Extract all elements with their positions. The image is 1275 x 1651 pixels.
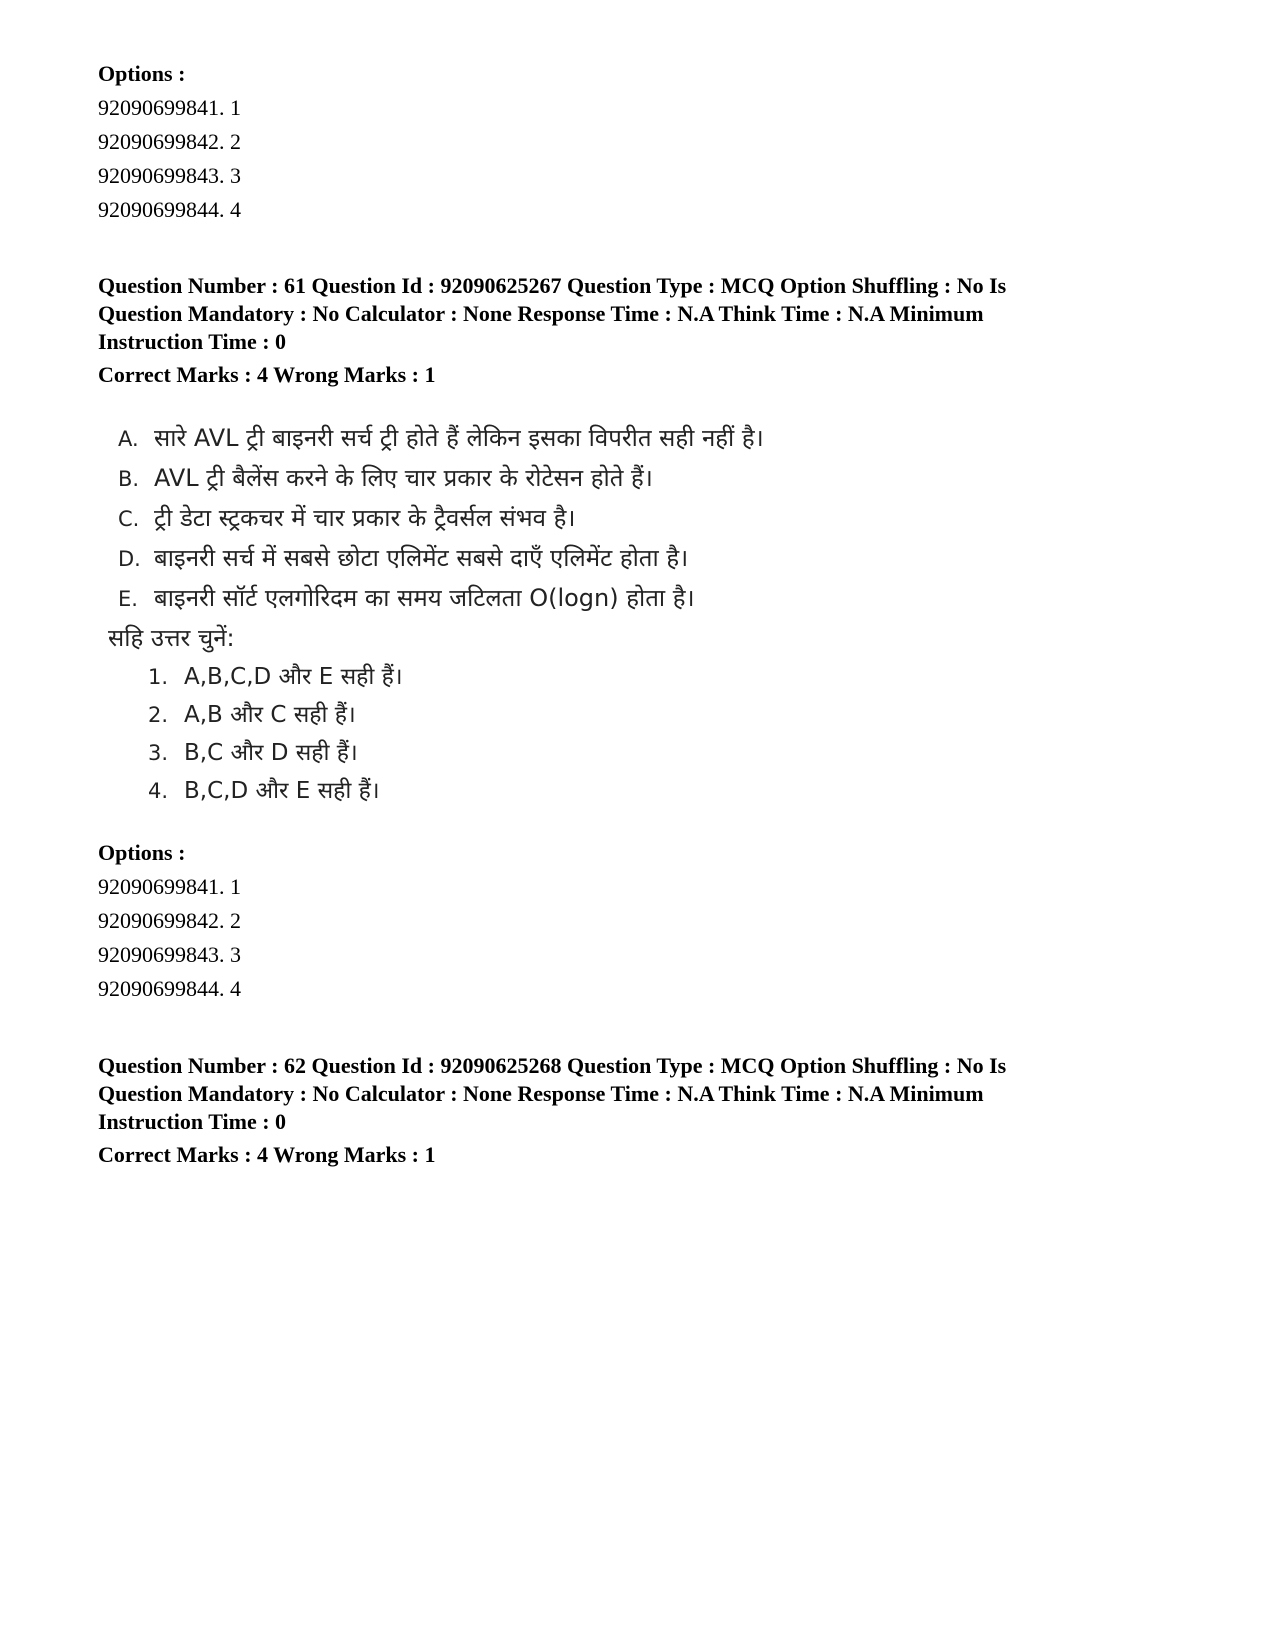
question-61-stem — [108, 418, 868, 810]
statement-label: D. — [118, 547, 141, 571]
statement-text: AVL ट्री बैलेंस करने के लिए चार प्रकार के रोटेसन होते हैं। — [154, 464, 653, 492]
options-heading: Options : — [98, 61, 186, 86]
answer-choice — [108, 696, 868, 734]
question-marks: Correct Marks : 4 Wrong Marks : 1 — [98, 362, 436, 387]
answer-choice — [108, 734, 868, 772]
question-61-options — [98, 836, 1178, 1006]
statement-label: E. — [118, 587, 138, 611]
choice-number: 1. — [148, 665, 169, 689]
question-meta-line: Question Number : 61 Question Id : 92090625267 Question Type : MCQ Option Shuffling : No Is — [98, 273, 1007, 298]
option-item: 92090699843. 3 — [98, 942, 241, 967]
option-item: 92090699844. 4 — [98, 976, 241, 1001]
question-61-header — [98, 272, 1178, 388]
option-item: 92090699841. 1 — [98, 95, 241, 120]
statement-label: A. — [118, 427, 139, 451]
choice-text: A,B,C,D और E सही हैं। — [184, 664, 403, 690]
question-meta-line: Instruction Time : 0 — [98, 1109, 287, 1134]
answer-choice — [108, 658, 868, 696]
statement-text: सारे AVL ट्री बाइनरी सर्च ट्री होते हैं लेकिन इसका विपरीत सही नहीं है। — [154, 424, 764, 452]
statement-label: C. — [118, 507, 140, 531]
option-item: 92090699843. 3 — [98, 163, 241, 188]
statement-c — [108, 498, 868, 538]
statement-text: बाइनरी सर्च में सबसे छोटा एलिमेंट सबसे दाएँ एलिमेंट होता है। — [154, 544, 689, 572]
choice-number: 3. — [148, 741, 169, 765]
option-item: 92090699842. 2 — [98, 908, 241, 933]
statement-a — [108, 418, 868, 458]
choice-number: 4. — [148, 779, 169, 803]
choice-number: 2. — [148, 703, 169, 727]
choice-text: B,C और D सही हैं। — [184, 740, 358, 766]
choice-text: B,C,D और E सही हैं। — [184, 778, 380, 804]
answer-choice — [108, 772, 868, 810]
statement-text: ट्री डेटा स्ट्रकचर में चार प्रकार के ट्रैवर्सल संभव है। — [154, 504, 576, 532]
options-heading: Options : — [98, 840, 186, 865]
question-62-header — [98, 1052, 1178, 1168]
statement-d — [108, 538, 868, 578]
question-meta-line: Question Mandatory : No Calculator : None Response Time : N.A Think Time : N.A Minimum — [98, 301, 984, 326]
choose-answer-instruction: सहि उत्तर चुनें: — [108, 624, 235, 652]
choice-text: A,B और C सही हैं। — [184, 702, 356, 728]
question-meta-line: Question Mandatory : No Calculator : None Response Time : N.A Think Time : N.A Minimum — [98, 1081, 984, 1106]
option-item: 92090699844. 4 — [98, 197, 241, 222]
top-options-block — [98, 57, 1178, 227]
statement-text: बाइनरी सॉर्ट एलगोरिदम का समय जटिलता O(logn) होता है। — [154, 584, 695, 612]
option-item: 92090699842. 2 — [98, 129, 241, 154]
statement-b — [108, 458, 868, 498]
statement-e — [108, 578, 868, 618]
question-marks: Correct Marks : 4 Wrong Marks : 1 — [98, 1142, 436, 1167]
option-item: 92090699841. 1 — [98, 874, 241, 899]
statement-label: B. — [118, 467, 140, 491]
question-meta-line: Instruction Time : 0 — [98, 329, 287, 354]
question-meta-line: Question Number : 62 Question Id : 92090625268 Question Type : MCQ Option Shuffling : No Is — [98, 1053, 1007, 1078]
